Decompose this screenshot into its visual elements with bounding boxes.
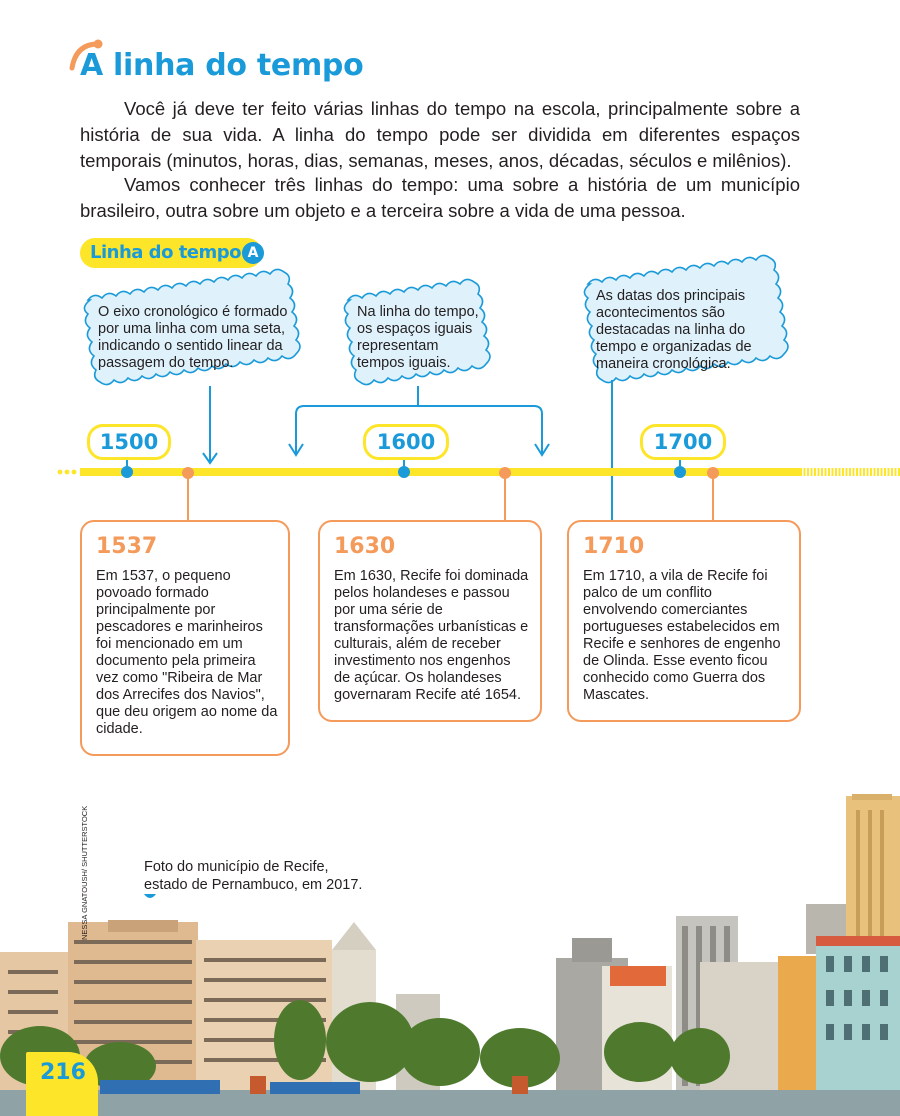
year-marker-1600: 1600 (363, 424, 449, 460)
photo-credit (80, 805, 100, 942)
event-year: 1537 (96, 534, 158, 559)
intro-paragraph-1: Você já deve ter feito várias linhas do tempo na escola, principalmente sobre a história de sua vida. A linha do tempo pode ser dividida em diferentes espaços temporais (minutos, horas, dias, semanas, meses, anos, décadas, séculos e milênios). (80, 98, 800, 171)
intro-paragraph-2: Vamos conhecer três linhas do tempo: uma sobre a história de um município brasileiro, outra sobre um objeto e a terceira sobre a vida de uma pessoa. (80, 174, 800, 221)
page-number: 216 (40, 1060, 86, 1085)
year-marker-1700: 1700 (640, 424, 726, 460)
photo-caption: Foto do município de Recife, estado de Pernambuco, em 2017. (144, 859, 363, 893)
event-year: 1710 (583, 534, 645, 559)
callout-text-1: O eixo cronológico é formado por uma linha com uma seta, indicando o sentido linear da passagem do tempo. (98, 304, 288, 371)
callout-text-3: As datas dos principais acontecimentos são destacadas na linha do tempo e organizadas de maneira cronológica. (596, 288, 752, 372)
timeline-label-text: Linha do tempo (90, 242, 242, 263)
callout-text-2: Na linha do tempo, os espaços iguais representam tempos iguais. (357, 304, 479, 371)
year-marker-1500: 1500 (87, 424, 171, 460)
event-text: Em 1630, Recife foi dominada pelos holandeses e passou por uma série de transformações urbanísticas e culturais, além de receber investimento nos engenhos de açúcar. Os holandeses governaram Recife até 1654. (334, 568, 529, 703)
event-card-1537 (80, 520, 290, 756)
photo-credit-text: NESSA GNATOUSH/ SHUTTERSTOCK (80, 805, 89, 940)
recife-city-photo (0, 790, 900, 1116)
page-title: A linha do tempo (80, 48, 364, 83)
caption-marker-icon (144, 894, 156, 900)
callout-arrow-1 (203, 386, 217, 463)
timeline-label-badge: A (242, 242, 264, 264)
event-year: 1630 (334, 534, 396, 559)
event-card-1630 (318, 520, 542, 722)
event-text: Em 1710, a vila de Recife foi palco de um conflito envolvendo comerciantes portugueses estabelecidos em Recife e senhores de engenho de Olinda. Esse evento ficou conhecido como Guerra dos Mascates. (583, 568, 781, 703)
event-card-1710 (567, 520, 801, 722)
event-text: Em 1537, o pequeno povoado formado principalmente por pescadores e marinheiros foi mencionado em um documento pela primeira vez como "Ribeira de Mar dos Arrecifes dos Navios", que deu origem ao nome da cidade. (96, 568, 278, 737)
callout-arrow-3 (605, 380, 619, 531)
page-number-tab (26, 1052, 98, 1116)
